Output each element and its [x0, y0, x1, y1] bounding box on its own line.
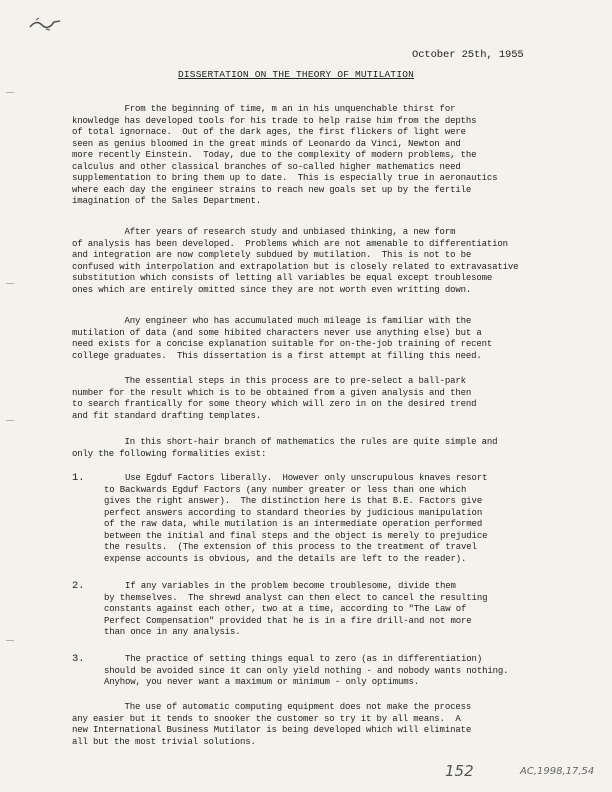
item-2-number: 2.	[72, 580, 85, 592]
margin-mark	[6, 420, 14, 421]
item-3-number: 3.	[72, 653, 85, 665]
margin-mark	[6, 640, 14, 641]
paragraph-2: After years of research study and unbiased thinking, a new form of analysis has been developed. Problems which are not amenable to differentiation and integration are now completely subdued by mutilation. This is not to be confused with interpolation and extrapolation but is closely related to extravasative substitution which consists of letting all variables be equal except troublesome ones which are entirely omitted since they are not worth even writting down.	[72, 227, 519, 295]
document-date: October 25th, 1955	[412, 49, 524, 61]
handwritten-page-number: 152	[445, 762, 474, 780]
paragraph-1: From the beginning of time, m an in his unquenchable thirst for knowledge has developed tools for his trade to help raise him from the depths of total ignornace. Out of the dark ages, the first flickers of light were seen as genius bloomed in the great minds of Leonardo da Vinci, Newton and more recently Einstein. Today, due to the complexity of modern problems, the calculus and other classical branches of so-called higher mathematics need supplementation to bring them up to date. This is especially true in aeronautics where each day the engineer strains to reach new goals set up by the fertile imagination of the Sales Department.	[72, 104, 498, 206]
document-title: DISSERTATION ON THE THEORY OF MUTILATION	[178, 69, 415, 80]
margin-mark	[6, 283, 14, 284]
paragraph-5: In this short-hair branch of mathematics the rules are quite simple and only the following formalities exist:	[72, 437, 498, 459]
archive-mark: AC,1998,17,54	[520, 766, 595, 777]
paragraph-4: The essential steps in this process are to pre-select a ball-park number for the result which is to be obtained from a given analysis and then to search frantically for some theory which will zero in on the desired trend and fit standard drafting templates.	[72, 376, 477, 421]
item-2-text: If any variables in the problem become troublesome, divide them by themselves. The shrewd analyst can then elect to cancel the resulting constants against each other, two at a time, according to "The Law of Perfect Compensation" provided that he is in a fire drill-and not more than once in any analysis.	[104, 581, 488, 637]
paragraph-3: Any engineer who has accumulated much mileage is familiar with the mutilation of data (and some hibited characters never use anything else) but a need exists for a concise explanation suitable for on-the-job training of recent college graduates. This dissertation is a first attempt at filling this need.	[72, 316, 493, 361]
item-1-number: 1.	[72, 472, 85, 484]
item-1-text: Use Egduf Factors liberally. However only unscrupulous knaves resort to Backwards Egduf Factors (any number greater or less than one which gives the right answer). The distinction here is that B.E. Factors give perfect answers according to standard theories by judicious manipulation of the raw data, while mutilation is an intermediate operation performed between the initial and final steps and the object is merely to prejudice the results. (The extension of this process to the treatment of travel expense accounts is obvious, and the details are left to the reader).	[104, 473, 488, 564]
item-3-text: The practice of setting things equal to zero (as in differentiation) should be avoided since it can only yield nothing - and nobody wants nothing. Anyhow, you never want a maximum or minimum - only optimums.	[104, 654, 509, 687]
margin-mark	[6, 92, 14, 93]
closing-paragraph: The use of automatic computing equipment does not make the process any easier but it tends to snooker the customer so try it by all means. A new International Business Mutilator is being developed which will eliminate all but the most trivial solutions.	[72, 702, 472, 747]
handwritten-scribble	[28, 16, 62, 32]
